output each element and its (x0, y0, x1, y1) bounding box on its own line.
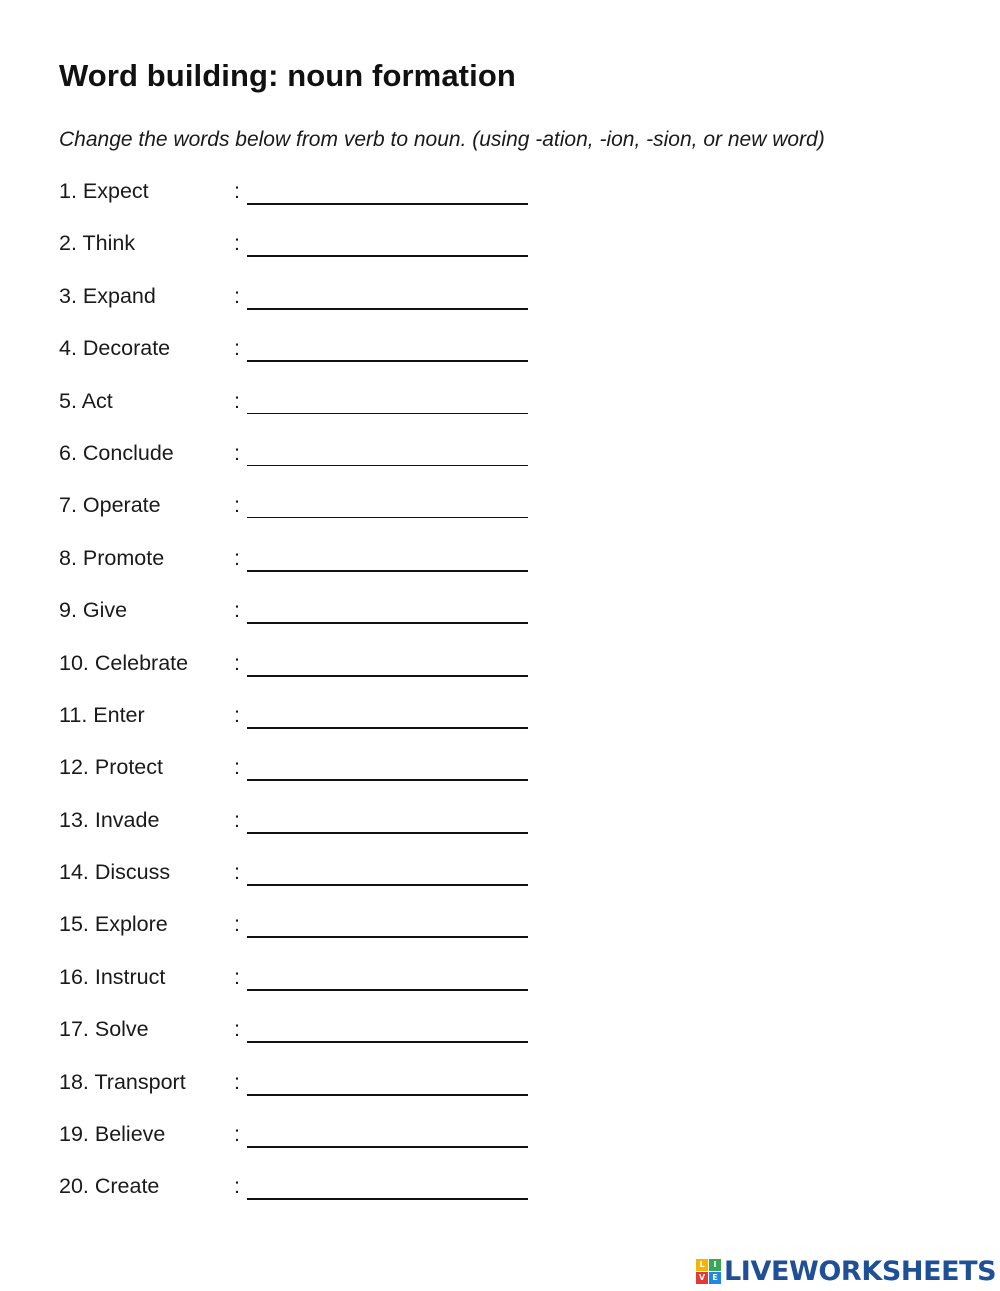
worksheet-instructions: Change the words below from verb to noun. (using -ation, -ion, -sion, or new word) (59, 128, 825, 151)
colon-separator: : (234, 1122, 240, 1147)
colon-separator: : (234, 336, 240, 361)
colon-separator: : (234, 755, 240, 780)
colon-separator: : (234, 807, 240, 832)
exercise-row (59, 178, 539, 230)
verb-label: 13. Invade (59, 807, 160, 832)
exercise-row (59, 859, 539, 911)
verb-label: 16. Instruct (59, 964, 166, 989)
colon-separator: : (234, 964, 240, 989)
answer-blank[interactable] (247, 675, 528, 677)
colon-separator: : (234, 1017, 240, 1042)
brand-name: LIVEWORKSHEETS (724, 1255, 997, 1287)
colon-separator: : (234, 440, 240, 465)
logo-letter: E (709, 1272, 721, 1284)
verb-label: 7. Operate (59, 493, 161, 518)
exercise-row (59, 1121, 539, 1173)
colon-separator: : (234, 860, 240, 885)
answer-blank[interactable] (247, 1198, 528, 1200)
colon-separator: : (234, 598, 240, 623)
colon-separator: : (234, 1069, 240, 1094)
exercise-row (59, 911, 539, 963)
answer-blank[interactable] (247, 727, 528, 729)
colon-separator: : (234, 702, 240, 727)
answer-blank[interactable] (247, 465, 528, 466)
verb-label: 9. Give (59, 598, 128, 623)
exercise-row (59, 230, 539, 282)
colon-separator: : (234, 1174, 240, 1199)
verb-label: 10. Celebrate (59, 650, 189, 675)
exercise-row (59, 754, 539, 806)
answer-blank[interactable] (247, 308, 528, 310)
answer-blank[interactable] (247, 1041, 528, 1043)
answer-blank[interactable] (247, 936, 528, 938)
exercise-row (59, 492, 539, 544)
verb-label: 11. Enter (59, 702, 145, 727)
answer-blank[interactable] (247, 570, 528, 572)
answer-blank[interactable] (247, 517, 528, 518)
exercise-row (59, 440, 539, 492)
exercise-row (59, 650, 539, 702)
colon-separator: : (234, 493, 240, 518)
colon-separator: : (234, 179, 240, 203)
verb-label: 17. Solve (59, 1017, 149, 1042)
colon-separator: : (234, 545, 240, 570)
verb-label: 3. Expand (59, 283, 156, 308)
exercise-row (59, 388, 539, 440)
colon-separator: : (234, 388, 240, 413)
logo-letter: L (696, 1259, 708, 1271)
answer-blank[interactable] (247, 622, 528, 624)
answer-blank[interactable] (247, 413, 528, 414)
verb-label: 18. Transport (59, 1069, 186, 1094)
answer-blank[interactable] (247, 884, 528, 886)
answer-blank[interactable] (247, 255, 528, 257)
exercise-row (59, 807, 539, 859)
answer-blank[interactable] (247, 360, 528, 362)
colon-separator: : (234, 283, 240, 308)
colon-separator: : (234, 912, 240, 937)
verb-label: 19. Believe (59, 1122, 166, 1147)
exercise-row (59, 283, 539, 335)
verb-label: 5. Act (59, 388, 113, 413)
exercise-row (59, 1016, 539, 1068)
verb-label: 14. Discuss (59, 860, 171, 885)
verb-label: 12. Protect (59, 755, 163, 780)
verb-label: 8. Promote (59, 545, 165, 570)
verb-label: 20. Create (59, 1174, 160, 1199)
exercise-row (59, 964, 539, 1016)
worksheet-title: Word building: noun formation (59, 58, 516, 93)
verb-label: 4. Decorate (59, 336, 171, 361)
answer-blank[interactable] (247, 1094, 528, 1096)
answer-blank[interactable] (247, 832, 528, 834)
exercise-row (59, 1069, 539, 1121)
answer-blank[interactable] (247, 779, 528, 781)
exercise-list (59, 178, 539, 1226)
answer-blank[interactable] (247, 1146, 528, 1148)
verb-label: 15. Explore (59, 912, 168, 937)
exercise-row (59, 1173, 539, 1225)
exercise-row (59, 545, 539, 597)
verb-label: 2. Think (59, 231, 136, 256)
logo-letter: I (709, 1259, 721, 1271)
colon-separator: : (234, 231, 240, 256)
verb-label: 6. Conclude (59, 440, 174, 465)
exercise-row (59, 702, 539, 754)
answer-blank[interactable] (247, 989, 528, 991)
logo-letter: V (696, 1272, 708, 1284)
exercise-row (59, 335, 539, 387)
exercise-row (59, 597, 539, 649)
answer-blank[interactable] (247, 203, 528, 205)
logo-mark-icon (696, 1259, 721, 1284)
liveworksheets-logo (696, 1255, 996, 1287)
colon-separator: : (234, 650, 240, 675)
verb-label: 1. Expect (59, 179, 149, 203)
